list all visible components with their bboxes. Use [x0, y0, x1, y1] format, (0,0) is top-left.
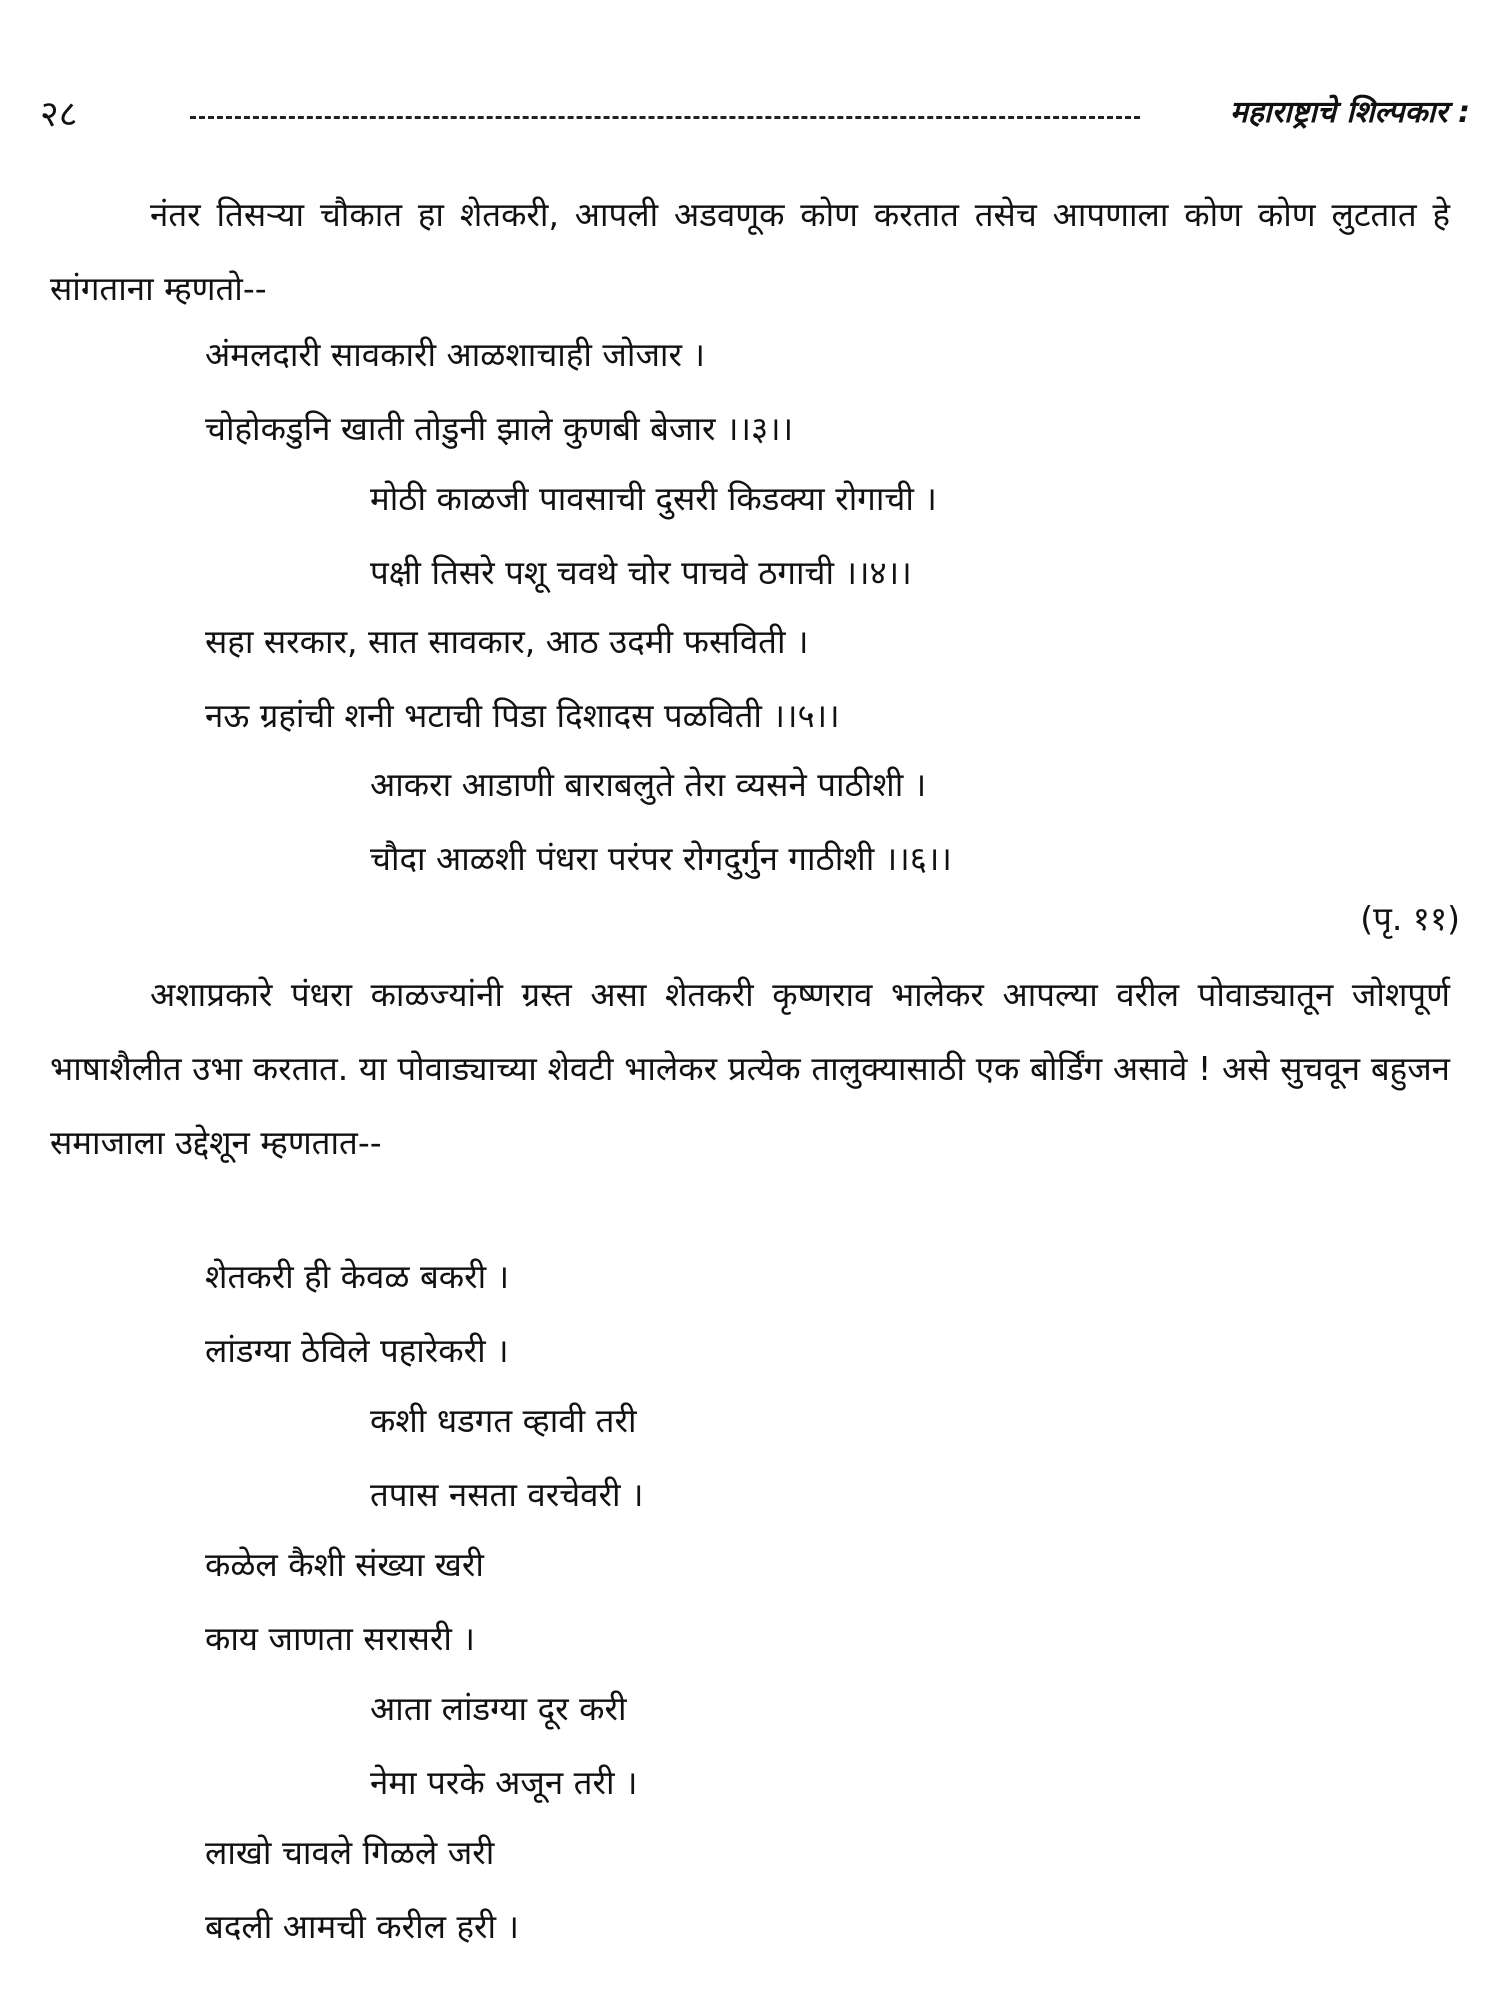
verse-line: चोहोकडुनि खाती तोडुनी झाले कुणबी बेजार ।।३।।	[205, 409, 794, 448]
poem2-group-2	[370, 1384, 644, 1532]
header-dashed-rule	[190, 116, 1140, 119]
verse-line: आता लांडग्या दूर करी	[370, 1689, 627, 1728]
running-title: महाराष्ट्राचे शिल्पकार :	[1229, 95, 1470, 130]
verse-line: शेतकरी ही केवळ बकरी ।	[205, 1257, 510, 1296]
poem1-stanza-6	[370, 748, 952, 896]
verse-line: लांडग्या ठेविले पहारेकरी ।	[205, 1331, 509, 1370]
citation: (पृ. ११)	[1360, 899, 1460, 938]
verse-line: अंमलदारी सावकारी आळशाचाही जोजार ।	[205, 335, 705, 374]
middle-paragraph-text: अशाप्रकारे पंधरा काळज्यांनी ग्रस्त असा शेतकरी कृष्णराव भालेकर आपल्या वरील पोवाड्यातून जोशपूर्ण भाषाशैलीत उभा करतात. या पोवाड्याच्या शेवटी भालेकर प्रत्येक तालुक्यासाठी एक बोर्डिंग असावे ! असे सुचवून बहुजन समाजाला उद्देशून म्हणतात--	[50, 975, 1450, 1162]
verse-line: सहा सरकार, सात सावकार, आठ उदमी फसविती ।	[205, 622, 809, 661]
poem2-group-1	[205, 1240, 509, 1388]
verse-line: आकरा आडाणी बाराबलुते तेरा व्यसने पाठीशी ।	[370, 765, 927, 804]
verse-line: लाखो चावले गिळले जरी	[205, 1833, 495, 1872]
poem2-group-4	[370, 1672, 638, 1820]
middle-paragraph	[50, 958, 1450, 1180]
verse-line: मोठी काळजी पावसाची दुसरी किडक्या रोगाची ।	[370, 479, 937, 518]
page-number: २८	[40, 94, 78, 135]
poem1-stanza-5	[205, 605, 840, 753]
intro-paragraph	[50, 178, 1450, 326]
poem2-group-5	[205, 1816, 519, 1964]
page-header	[40, 88, 1470, 138]
verse-line: पक्षी तिसरे पशू चवथे चोर पाचवे ठगाची ।।४।।	[370, 553, 912, 592]
verse-line: काय जाणता सरासरी ।	[205, 1619, 475, 1658]
verse-line: कळेल कैशी संख्या खरी	[205, 1545, 484, 1584]
verse-line: कशी धडगत व्हावी तरी	[370, 1401, 637, 1440]
poem1-stanza-3	[205, 318, 793, 466]
verse-line: नऊ ग्रहांची शनी भटाची पिडा दिशादस पळविती ।।५।।	[205, 696, 840, 735]
verse-line: नेमा परके अजून तरी ।	[370, 1763, 638, 1802]
verse-line: चौदा आळशी पंधरा परंपर रोगदुर्गुन गाठीशी ।।६।।	[370, 839, 952, 878]
verse-line: बदली आमची करील हरी ।	[205, 1907, 520, 1946]
poem2-group-3	[205, 1528, 484, 1676]
intro-paragraph-text: नंतर तिसऱ्या चौकात हा शेतकरी, आपली अडवणूक कोण करतात तसेच आपणाला कोण कोण लुटतात हे सांगताना म्हणतो--	[50, 195, 1450, 308]
verse-line: तपास नसता वरचेवरी ।	[370, 1475, 644, 1514]
poem1-stanza-4	[370, 462, 937, 610]
